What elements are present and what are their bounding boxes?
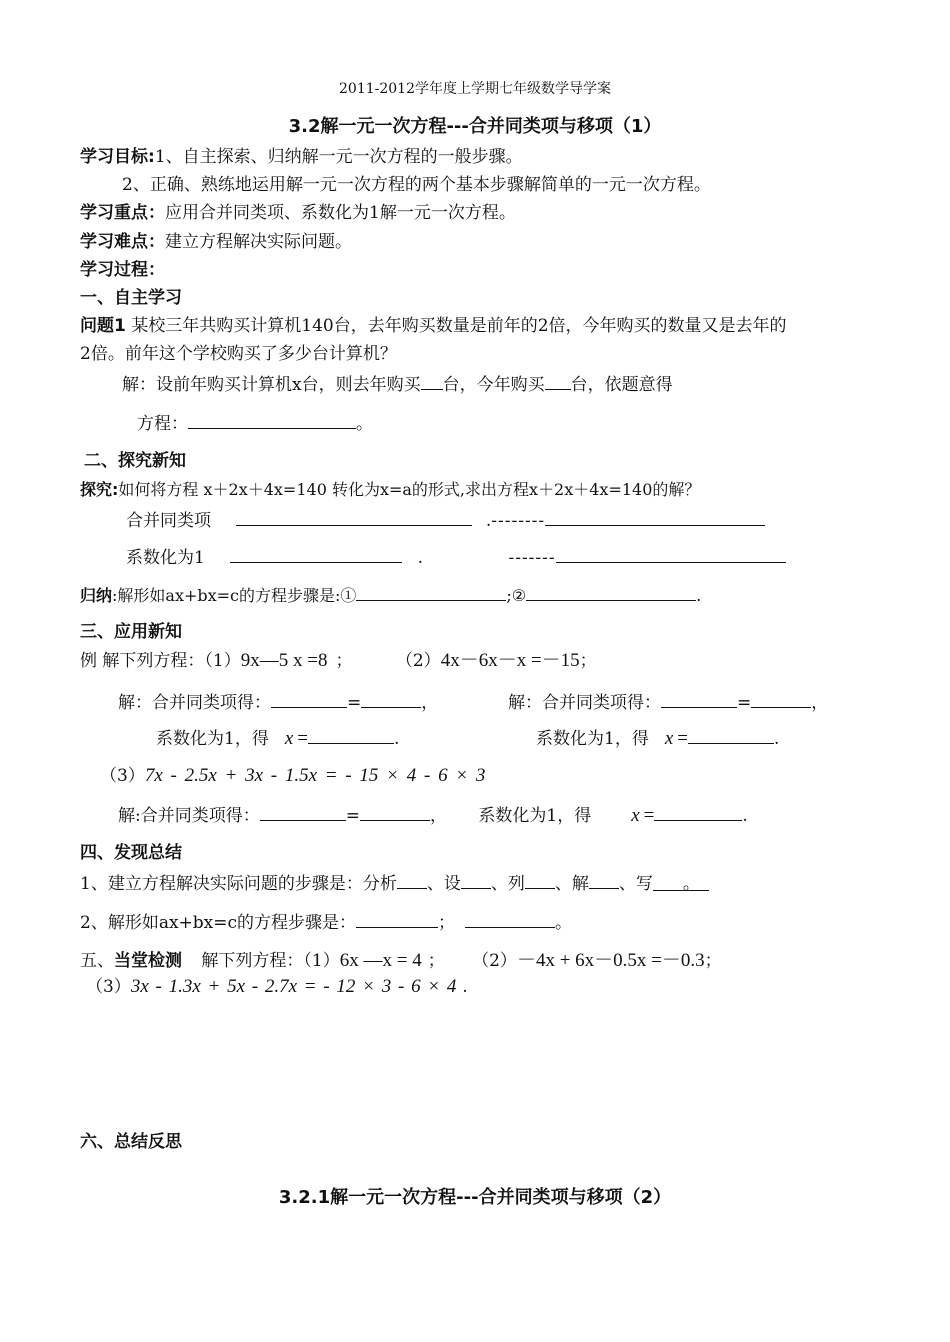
problem-3-eq: 7x - 2.5x + 3x - 1.5x = - 15 × 4 - 6 × 3 (144, 765, 486, 786)
blank-2-rhs[interactable] (751, 690, 811, 708)
explore-label: 探究: (80, 480, 119, 499)
blank-3-rhs[interactable] (360, 803, 430, 821)
section-6-heading: 六、总结反思 (80, 1132, 182, 1152)
blank-combine-2[interactable] (545, 508, 765, 526)
difficulty-label: 学习难点： (80, 232, 165, 252)
summary-steps-2: 2、解形如ax+bx=c的方程步骤是： ； 。 (80, 910, 572, 934)
blank-solve[interactable] (589, 871, 619, 889)
blank-write[interactable]: 。 (653, 873, 709, 891)
sol-3-line: 解:合并同类项得： = ， 系数化为1，得 x = . (118, 805, 748, 826)
blank-3-x[interactable] (654, 803, 742, 821)
goal-1: 1、自主探索、归纳解一元一次方程的一般步骤。 (154, 147, 523, 167)
blank-step-2[interactable] (526, 583, 696, 601)
sol-2-coef: 系数化为1，得 x = . (536, 728, 780, 749)
next-lesson-title: 3.2.1解一元一次方程---合并同类项与移项（2） (278, 1187, 672, 1208)
blank-coef-2[interactable] (556, 545, 786, 563)
key-label: 学习重点： (80, 203, 165, 223)
equation-line: 方程： 。 (137, 411, 373, 435)
section-5-heading: 当堂检测 (114, 951, 182, 971)
example-eq-2: 4x－6x－x =－15 (440, 650, 580, 671)
section-3-heading: 三、应用新知 (80, 622, 182, 642)
blank-last-year[interactable] (421, 372, 443, 390)
goals-label: 学习目标: (80, 147, 155, 167)
problem-label: 问题1 (80, 316, 126, 336)
problem-3: （3）7x - 2.5x + 3x - 1.5x = - 15 × 4 - 6 × 3 (100, 765, 486, 786)
blank-2-lhs[interactable] (661, 690, 737, 708)
process-label: 学习过程： (80, 260, 165, 280)
goal-2: 2、正确、熟练地运用解一元一次方程的两个基本步骤解简单的一元一次方程。 (122, 175, 711, 195)
blank-step-1[interactable] (356, 583, 506, 601)
summary-steps-1: 1、建立方程解决实际问题的步骤是：分析 、设 、列 、解 、写 。 (80, 871, 709, 895)
check-eq-3: 3x - 1.3x + 5x - 2.7x = - 12 × 3 - 6 × 4 . (130, 976, 468, 997)
problem-solution: 解：设前年购买计算机x台，则去年购买 台，今年购买 台，依题意得 (122, 372, 673, 396)
section-1-heading: 一、自主学习 (80, 288, 182, 308)
blank-1-x[interactable] (308, 726, 394, 744)
section-4-heading: 四、发现总结 (80, 843, 182, 863)
problem-text-2: 2倍。前年这个学校购买了多少台计算机？ (80, 344, 397, 364)
blank-list[interactable] (525, 871, 555, 889)
blank-step-b[interactable] (465, 910, 555, 928)
check-problem-3: （3）3x - 1.3x + 5x - 2.7x = - 12 × 3 - 6 × 4 . (86, 976, 468, 997)
sol-1-combine: 解：合并同类项得： = ， (118, 690, 438, 714)
check-eq-1: 6x —x = 4 (339, 950, 422, 971)
sol-1-coef: 系数化为1，得 x = . (156, 728, 400, 749)
blank-1-rhs[interactable] (361, 690, 421, 708)
blank-1-lhs[interactable] (271, 690, 347, 708)
blank-combine-1[interactable] (236, 508, 472, 526)
blank-set[interactable] (461, 871, 491, 889)
example-eq-1: 9x—5 x =8 (240, 650, 328, 671)
key-text: 应用合并同类项、系数化为1解一元一次方程。 (165, 203, 516, 223)
blank-2-x[interactable] (688, 726, 774, 744)
blank-equation[interactable] (188, 411, 356, 429)
check-eq-2: －4x + 6x－0.5x =－0.3 (516, 950, 705, 971)
section-5-line: 五、当堂检测 解下列方程：（1）6x —x = 4 ； （2）－4x + 6x－0.5x =－0.3； (80, 950, 722, 971)
blank-analyze[interactable] (397, 871, 427, 889)
summary-line: 归纳:解形如ax+bx=c的方程步骤是:① ;② . (80, 583, 701, 607)
lesson-title: 3.2解一元一次方程---合并同类项与移项（1） (288, 116, 662, 137)
sol-2-combine: 解：合并同类项得： = ， (508, 690, 828, 714)
problem-text-1: 某校三年共购买计算机140台，去年购买数量是前年的2倍，今年购买的数量又是去年的 (131, 316, 787, 336)
blank-this-year[interactable] (545, 372, 571, 390)
learning-key (80, 202, 516, 224)
example-line: 例 解下列方程：（1）9x—5 x =8 ； （2）4x－6x－x =－15； (80, 650, 597, 671)
explore-line (80, 479, 700, 501)
learning-goals (80, 146, 523, 168)
combine-step: 合并同类项 .-------- (126, 508, 765, 532)
summary-label: 归纳 (80, 586, 113, 605)
section-2-heading: 二、探究新知 (84, 451, 186, 471)
difficulty-text: 建立方程解决实际问题。 (165, 232, 352, 252)
page-header: 2011-2012学年度上学期七年级数学导学案 (339, 81, 611, 97)
explore-text: 如何将方程 x＋2x＋4x=140 转化为x=a的形式,求出方程x＋2x＋4x=140的解？ (118, 480, 701, 499)
blank-3-lhs[interactable] (260, 803, 346, 821)
learning-difficulty (80, 231, 352, 253)
coefficient-step: 系数化为1 . ------- (126, 545, 786, 569)
blank-coef-1[interactable] (230, 545, 402, 563)
blank-step-a[interactable] (356, 910, 438, 928)
problem-1 (80, 315, 787, 337)
